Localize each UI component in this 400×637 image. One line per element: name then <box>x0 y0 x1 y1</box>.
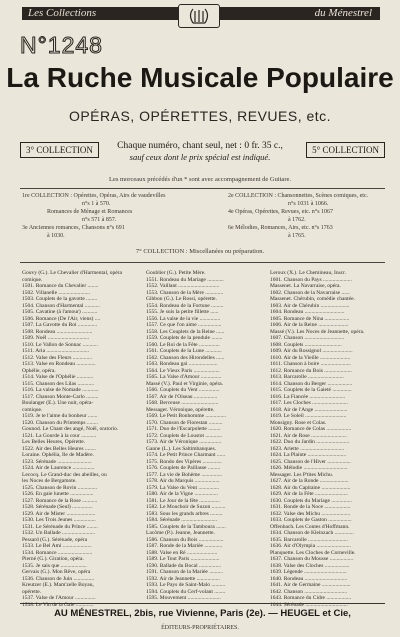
catalog-entry: 1522. Air des Belles Heures ........ <box>22 445 96 452</box>
catalog-entry: Planquette. Les Cloches de Corneville. <box>270 549 356 556</box>
catalog-entry: 1521. La Gourde à la cour ........... <box>22 432 97 439</box>
legend-line: 6e Mélodies, Romances, Airs, etc. n°s 1763 <box>228 225 333 231</box>
catalog-entry: 1560. Le Roi de la Fête ............... <box>146 341 220 348</box>
catalog-entry: 1559. Couplets de la pendule ........ <box>146 335 223 341</box>
divider-top <box>20 188 385 189</box>
catalog-entry: Monsigny. Rose et Colas. <box>270 419 327 426</box>
catalog-entry: 1570. Chanson de Florestan .......... <box>146 419 223 426</box>
legend-line: 2e COLLECTION : Chansonnettes, Scènes comiques, etc. <box>228 193 369 199</box>
catalog-entry: 1606. Air de la Reine ...................... <box>270 322 349 328</box>
catalog-entry: 1625. Chanson de l'Hiver ................. <box>270 458 351 465</box>
catalog-entry: 1584. Sérénade .......................... <box>146 517 218 523</box>
catalog-entry: 1507. La Gavotte du Roi .............. <box>22 322 98 328</box>
catalog-entry: 1531. Le Sérénade du Prince ........ <box>22 523 98 530</box>
legend-line: n°s 571 à 857. <box>82 217 117 223</box>
catalog-entry: 1573. Air de Véronique ................ <box>146 439 222 445</box>
catalog-entry: 1514. Valse de l'Ophélie ............ <box>22 374 94 380</box>
catalog-entry: Ophélie, opéra. <box>22 367 56 374</box>
collection-label-right: 5° COLLECTION <box>306 142 385 158</box>
catalog-entry: 1637. Chanson du Mousse ................. <box>270 556 354 562</box>
catalog-entry: 1574. Le Petit Prince Charmant ...... <box>146 452 226 458</box>
catalog-entry: 1642. Chanson ............................... <box>270 588 347 595</box>
catalog-entry: 1603. Air de Chérubin ..................... <box>270 302 350 309</box>
catalog-entry: 1611. Chanson à boire ...................... <box>270 361 351 367</box>
legend-line: n°s 1031 à 1066. <box>288 201 329 207</box>
catalog-entry: 1513. Valse en Rondeau .............. <box>22 361 96 367</box>
catalog-entry: Boulanger (E.). Une nuit, opéra- <box>22 400 94 406</box>
catalog-entry: Massenet. La Navarraise, opéra. <box>270 283 341 289</box>
catalog-entry: Gervais (G.). Mon Rêve, opéra <box>22 569 91 575</box>
catalog-entry: 1534. Romance ......................... <box>22 549 93 556</box>
catalog-entry: 1564. Le Vieux Paris ................... <box>146 367 220 374</box>
catalog-entry: Massenet. Chérubin, comédie chantée. <box>270 296 355 302</box>
catalog-entry: 1551. Rondeau du Mariage ............ <box>146 276 224 283</box>
catalog-entry: 1620. Romance de Colas .................. <box>270 426 352 432</box>
catalog-entry: 1520. Chanson du Printemps ........ <box>22 419 98 426</box>
catalog-entry: 1569. Le Petit Bonhomme ............... <box>146 413 227 419</box>
catalog-entry: 1576. Couplets de Paillasse ......... <box>146 465 221 471</box>
catalog-entry: 1628. Air du Capitaine ..................... <box>270 484 351 491</box>
catalog-entry: Goublier (G.). Petite Mère. <box>146 270 206 276</box>
catalog-entry: 1568. Berceuse ........................... <box>146 400 219 406</box>
banner-right-text: du Ménestrel <box>314 7 372 19</box>
catalog-entry: 1566. Couplets du Vent ............... <box>146 387 220 393</box>
catalog-entry: Leroux (X.). Le Chemineau, Inscr. <box>270 270 347 276</box>
page-subtitle: OPÉRAS, OPÉRETTES, REVUES, etc. <box>68 108 332 124</box>
catalog-entry: 1526. En gaie lunette ................. <box>22 491 94 497</box>
catalog-entry: 1562. Chanson des Hirondelles ...... <box>146 354 225 361</box>
catalog-entry: Ganne (L.). Les Saltimbanques. <box>146 445 216 452</box>
catalog-entry: 1504. Chanson d'Harmental ........... <box>22 302 100 309</box>
catalog-entry: 1631. Ronde de la Noce ................... <box>270 504 351 510</box>
catalog-entry: 1563. Rondeau gai ..................... <box>146 361 218 367</box>
catalog-entry: 1525. Chanson de Rovin .............. <box>22 484 98 491</box>
catalog-entry: 1581. Le Jour de la fête ............... <box>146 497 220 504</box>
catalog-entry: 1618. Air de l'Ange ........................ <box>270 406 348 413</box>
catalog-entry: 1610. Air de la Vieille ...................... <box>270 354 351 361</box>
catalog-column-3 <box>270 270 388 608</box>
catalog-entry: Massé (V.). Paul et Virginie, opéra. <box>146 380 224 387</box>
catalog-entry: Lacôme (P.). Jeanne, Jeannette. <box>146 530 215 536</box>
catalog-entry: 1529. Air de Mister ..................... <box>22 510 96 517</box>
catalog-entry: 1634. Chanson de Kleinzach .............. <box>270 530 354 536</box>
legend-line: Romances de Ménage et Romances <box>47 209 133 215</box>
catalog-entry: Massé (V.). Les Noces de Jeannette, opéra. <box>270 328 365 335</box>
catalog-entry: 1594. Couplets du Cerf-volant ........ <box>146 588 226 595</box>
legend-center: 7° COLLECTION : Miscellanées ou préparation. <box>135 248 265 255</box>
catalog-entry: 1627. Air de la Ronde ..................... <box>270 478 349 484</box>
catalog-entry: 1537. Valse de l'Amour ............... <box>22 595 96 601</box>
catalog-entry: 1575. Rondo des Vipères .............. <box>146 458 222 465</box>
catalog-entry: Loraine. Ophélia, Ile de Madère. <box>22 452 94 458</box>
catalog-entry: 1558. Les Couplets de la Reine ...... <box>146 328 225 335</box>
catalog-entry: 1602. Chanson de la Navarraise ...... <box>270 289 350 296</box>
catalog-entry: 1644. Sérénade ............................... <box>270 601 348 608</box>
catalog-entry: 1502. Villanelle ....................... <box>22 289 91 296</box>
catalog-entry: 1590. Ballade du Bocal ................ <box>146 562 222 569</box>
catalog-entry: 1577. La vie de Bohème ............... <box>146 471 222 478</box>
legend-line: 4e Opéras, Opérettes, Revues, etc. n°s 1067 <box>228 209 334 215</box>
catalog-entry: 1632. Valse des Michu ..................... <box>270 510 351 517</box>
catalog-number: N°1248 <box>20 32 103 58</box>
catalog-entry: comique. <box>22 406 43 413</box>
catalog-entry: 1565. La Valse d'Amour ............... <box>146 374 222 380</box>
catalog-entry: 1535. Je sais que ................... <box>22 562 87 569</box>
price-line: Chaque numéro, chant seul, net : 0 fr. 35 c., <box>117 141 283 151</box>
catalog-entry: 1643. Romance du Cidre .................. <box>270 595 352 601</box>
catalog-entry: 1556. La valse de la vie ............... <box>146 315 221 322</box>
catalog-entry: 1530. Les Trois Jeunes ................ <box>22 517 96 523</box>
catalog-entry: comique. <box>22 276 43 283</box>
catalog-entry: Messager. Les P'tites Michu. <box>270 471 334 478</box>
collection-label-left: 3° COLLECTION <box>20 142 99 158</box>
catalog-entry: 1567. Air de l'Oiseau ................. <box>146 393 218 400</box>
catalog-entry: 1501. Romance du Chevalier ........ <box>22 283 99 289</box>
catalog-entry: Gounod. Le Chant des angé, Noël, oratorio. <box>22 426 119 432</box>
catalog-entry: 1524. Air de Laurence ................ <box>22 465 95 471</box>
catalog-entry: Gibbon (G.). Le Rossi, opérette. <box>146 296 217 302</box>
catalog-entry: Pessard (G.). Sérénade, opéra <box>22 536 88 543</box>
catalog-entry: 1511. Aria ............................... <box>22 348 90 354</box>
catalog-entry: 1554. Rondeau de la Fortune ......... <box>146 302 224 309</box>
catalog-entry: 1615. Couplets de la Gaieté .............. <box>270 387 352 393</box>
catalog-entry: 1523. Sérénade ......................... <box>22 458 92 465</box>
catalog-entry: 1533. Le Bel Ami ..................... <box>22 543 92 549</box>
catalog-entry: 1512. Valse des Fleurs .............. <box>22 354 93 361</box>
catalog-entry: 1517. Chanson Monte-Carlo ......... <box>22 393 99 400</box>
catalog-entry: 1536. Chanson de Juin ............... <box>22 575 95 582</box>
catalog-entry: 1528. Sérénade (Seul) ............... <box>22 504 93 510</box>
legend-line: n°s 1 à 570. <box>82 201 111 207</box>
catalog-entry: 1639. Légende ............................... <box>270 569 347 575</box>
catalog-entry: 1633. Couplets de Gaston ................. <box>270 517 352 523</box>
divider-middle <box>20 262 385 263</box>
catalog-entry: 1572. Couplets de Loustot ............ <box>146 432 222 439</box>
legend-line: à 1762. <box>288 217 306 223</box>
catalog-entry: 1515. Chanson des Lilas ............ <box>22 380 94 387</box>
catalog-entry: 1519. Je te l'aime du bonheur ....... <box>22 413 98 419</box>
legend-line: 3e Anciennes romances, Chansons n°s 691 <box>22 225 125 231</box>
catalog-entry: 1609. Air du Rossignol ...................... <box>270 348 353 354</box>
legend-line: à 1030. <box>47 233 65 239</box>
catalog-entry: 1624. La Plainte ............................ <box>270 452 347 458</box>
catalog-entry: opérette. <box>22 588 42 595</box>
catalog-entry: 1623. Ariette ................................ <box>270 445 345 452</box>
catalog-entry: 1555. Je suis la petite fillette ...... <box>146 309 219 315</box>
catalog-entry: 1583. Sous les grands arbres ......... <box>146 510 223 517</box>
catalog-entry: Lecocq. Le Grand-duc des abeilles, ou <box>22 471 107 478</box>
catalog-entry: 1579. La Valse du Vent ............... <box>146 484 219 491</box>
catalog-entry: 1510. Le Vallon de Sonnac ........... <box>22 341 98 348</box>
catalog-entry: 1640. Rondeau ............................... <box>270 575 348 582</box>
catalog-entry: 1605. Romance de Nina .................. <box>270 315 350 322</box>
catalog-entry: 1592. Air de Jeannette ................. <box>146 575 220 582</box>
banner-left-text: Les Collections <box>28 7 97 19</box>
catalog-entry: 1571. Duo de l'Escarpolette ......... <box>146 426 221 432</box>
catalog-entry: 1608. Couplets ........................... <box>270 341 342 348</box>
catalog-entry: 1619. Le Soleil .............................. <box>270 413 347 419</box>
catalog-entry: 1591. Chanson de la Mariée .......... <box>146 569 223 575</box>
catalog-entry: 1601. Chanson du Pays ..................... <box>270 276 352 283</box>
catalog-entry: 1582. Le Mouchoir de Suzon .......... <box>146 504 226 510</box>
catalog-entry: 1621. Air de Rose .......................... <box>270 432 347 439</box>
publisher-imprint: ÉDITEURS-PROPRIÉTAIRES. <box>161 625 239 631</box>
catalog-entry: 1505. Cavatine (à l'amour) ........... <box>22 309 98 315</box>
catalog-entry: 1508. Rondeau .......................... <box>22 328 93 335</box>
catalog-entry: 1538. Le Vin de la Gaie ............. <box>22 601 94 608</box>
legend-line: 1re COLLECTION : Opérettes, Opéras, Airs de vaudevilles <box>22 193 166 199</box>
catalog-entry: Les Belles Heures, Opérette. <box>22 439 86 445</box>
catalog-entry: 1641. Air de Germaine ..................... <box>270 582 351 588</box>
legend-right <box>228 192 393 240</box>
catalog-entry: 1585. Couplets de la Tamboura ....... <box>146 523 226 530</box>
legend-left <box>22 192 197 240</box>
catalog-entry: 1552. Vaillant .............................. <box>146 283 220 289</box>
catalog-entry: 1578. Air du Marquis .................. <box>146 478 220 484</box>
catalog-entry: Gouvy (G.). Le Chevalier d'Harmental, opéra <box>22 270 122 276</box>
legend-line: à 1765. <box>288 233 306 239</box>
catalog-entry: 1636. Air d'Olympia ......................... <box>270 543 351 549</box>
catalog-entry: 1516. La valse de Nomade ............ <box>22 387 99 393</box>
catalog-column-1 <box>22 270 140 608</box>
catalog-entry: 1503. Couplets de la gavotte ........ <box>22 296 98 302</box>
catalog-entry: 1604. Rondeau ............................. <box>270 309 345 315</box>
catalog-entry: 1616. La Fiancée .......................... <box>270 393 346 400</box>
catalog-entry: 1561. Couplets de la Lune ............ <box>146 348 222 354</box>
catalog-entry: 1612. Romance du Bois .................... <box>270 367 352 374</box>
catalog-entry: 1586. Chanson du Bois .................. <box>146 536 224 543</box>
page-title: La Ruche Musicale Populaire <box>6 62 394 93</box>
catalog-entry: Pierné (G.). Giration, opéra. <box>22 556 84 562</box>
price-exception: sauf ceux dont le prix spécial est indiqué. <box>129 152 271 162</box>
catalog-entry: 1589. Le Tout Paris ..................... <box>146 556 220 562</box>
catalog-entry: 1587. Ronde de la Mariée ............. <box>146 543 223 549</box>
catalog-entry: 1617. Les Cloches .......................... <box>270 400 348 406</box>
catalog-entry: Messager. Véronique, opérette. <box>146 406 215 413</box>
catalog-entry: 1614. Chanson du Berger .................. <box>270 380 353 387</box>
catalog-entry: 1580. Air de la Vigne ................. <box>146 491 218 497</box>
catalog-entry: 1629. Air de la Fête ........................ <box>270 491 348 497</box>
catalog-entry: 1595. Mouvement ........................ <box>146 595 221 601</box>
catalog-entry: 1607. Chanson ............................. <box>270 335 345 341</box>
publisher-footer: AU MÉNESTREL, 2bis, rue Vivienne, Paris (2e). — HEUGEL et Cie, <box>20 603 385 624</box>
catalog-entry: 1509. Noël .............................. <box>22 335 90 341</box>
catalog-entry: 1588. Valse en Ré ...................... <box>146 549 218 556</box>
catalog-entry: Kreutzer (E.). Mam'zelle Boyau, <box>22 582 94 588</box>
catalog-entry: 1622. Duo du Jardin ........................ <box>270 439 350 445</box>
catalog-column-2 <box>146 270 264 602</box>
catalog-entry: 1557. Ce que l'on aime ................. <box>146 322 222 328</box>
accompaniment-note: Les morceaux précédés d'un * sont avec accompagnement de Guitare. <box>108 176 291 183</box>
catalog-entry: 1638. Valse des Cloches .................. <box>270 562 350 569</box>
catalog-entry: 1593. Le Pays de Saint-Malo .......... <box>146 582 226 588</box>
catalog-entry: 1553. Chanson de la Mère ............. <box>146 289 224 296</box>
catalog-entry: 1527. Romance de la Rose ........... <box>22 497 98 504</box>
catalog-entry: les Noces de Bergamote. <box>22 478 77 484</box>
lyre-emblem-icon <box>178 4 220 28</box>
catalog-entry: Offenbach. Les Contes d'Hoffmann. <box>270 523 350 530</box>
catalog-entry: 1635. Barcarolle ............................. <box>270 536 348 543</box>
collection-banner <box>8 4 392 24</box>
catalog-entry: 1506. Romance (De l'Air, viens) .... <box>22 315 101 322</box>
catalog-entry: 1630. Couplets du Mariage ............... <box>270 497 352 504</box>
catalog-entry: 1626. Mélodie ................................ <box>270 465 348 471</box>
catalog-entry: 1532. Un Ballade ........................ <box>22 530 96 536</box>
catalog-entry: 1613. Barcarolle .......................... <box>270 374 344 380</box>
